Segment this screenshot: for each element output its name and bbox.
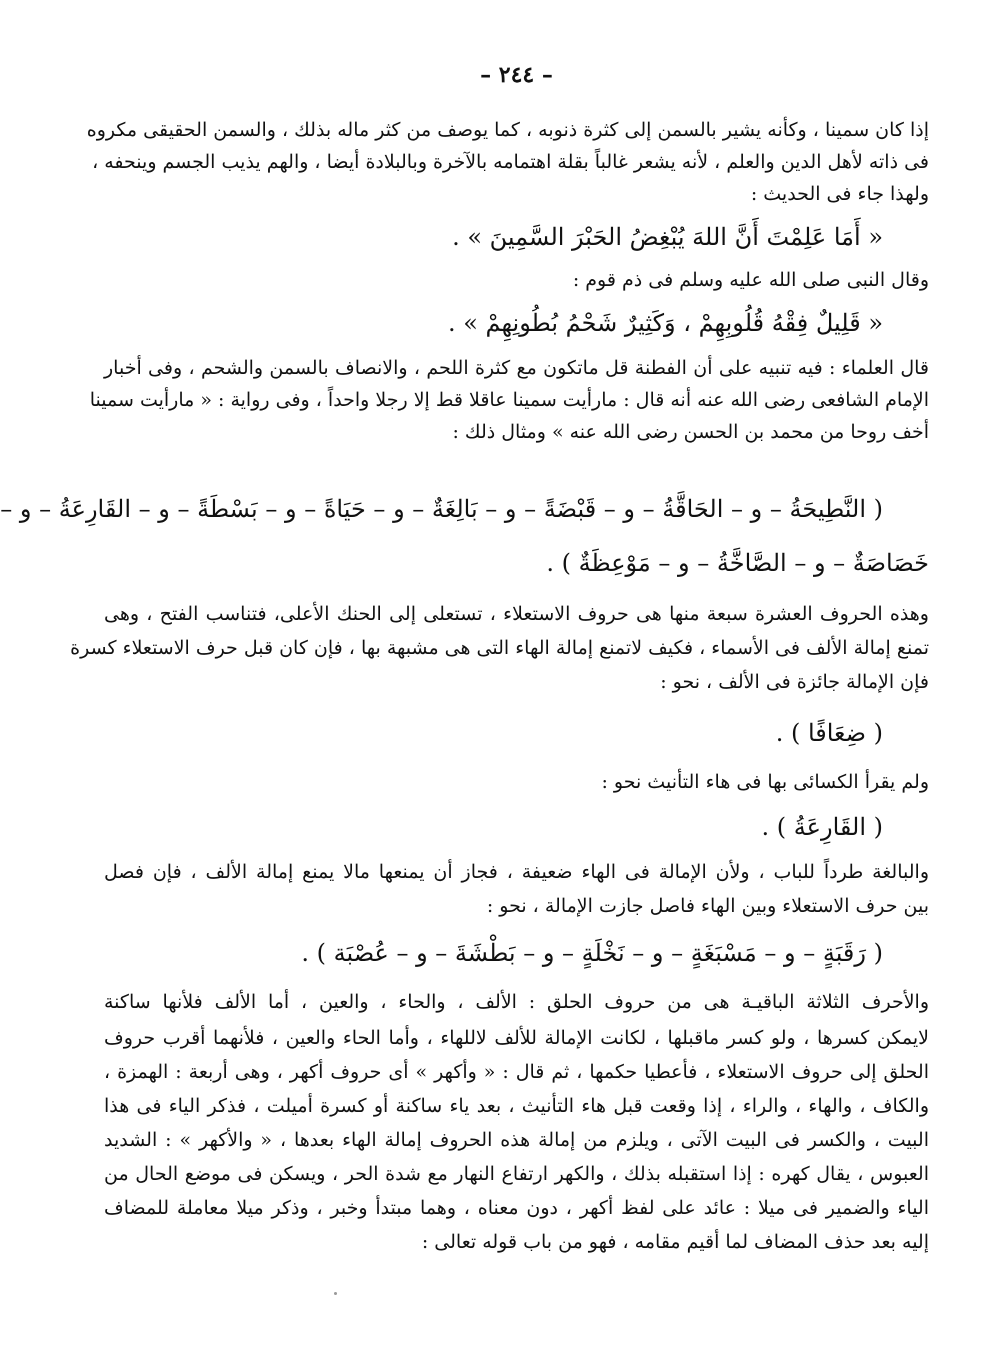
text-line: والكاف ، والهاء ، والراء ، إذا وقعت قبل هاء التأنيث ، بعد ياء ساكنة أو كسرة أميلت ، فذكر الياء فى هذا: [104, 1095, 929, 1117]
text-line: الإمام الشافعى رضى الله عنه أنه قال : مارأيت سمينا عاقلا قط إلا رجلا واحداً ، وفى رواية : « مارأيت سمينا: [89, 389, 929, 411]
text-line: وقال النبى صلى الله عليه وسلم فى ذم قوم :: [572, 269, 929, 291]
quranic-words: ( النَّطِيحَةُ – و – الحَاقَّةُ – و – قَبْضَةً – و – بَالِغَةٌ – و – حَيَاةً – و – بَسْطَةً – و – القَارِعَةُ – و –: [0, 495, 883, 523]
quranic-words: ( القَارِعَةُ ) .: [761, 813, 883, 841]
text-line: البيت ، والكسر فى البيت الآتى ، ويلزم من إمالة هذه الحروف إمالة الهاء بعدها ، « والأكهر » : الشديد: [104, 1129, 929, 1151]
text-line: إليه بعد حذف المضاف لما أقيم مقامه ، فهو من باب قوله تعالى :: [421, 1231, 929, 1253]
paper-speck: [334, 1292, 337, 1295]
text-line: الياء والضمير فى ميلا : عائد على لفظ أكهر ، دون معناه ، وهما مبتدأ وخبر ، وذكر ميلا معاملة للمضاف: [104, 1197, 929, 1219]
text-line: تمنع إمالة الألف فى الأسماء ، فكيف لاتمنع إمالة الهاء التى هى مشبهة بها ، فإن كان قبل حرف الاستعلاء كسرة: [70, 637, 929, 659]
text-line: قال العلماء : فيه تنبيه على أن الفطنة قل ماتكون مع كثرة اللحم ، والانصاف بالسمن والشحم ، وفى أخبار: [104, 357, 929, 379]
text-line: ولم يقرأ الكسائى بها فى هاء التأنيث نحو :: [601, 771, 929, 793]
text-line: أخف روحا من محمد بن الحسن رضى الله عنه » ومثال ذلك :: [452, 421, 929, 443]
text-line: والبالغة طرداً للباب ، ولأن الإمالة فى الهاء ضعيفة ، فجاز أن يمنعها مالا يمنع إمالة الألف ، فإن فصل: [104, 861, 929, 883]
text-line: وهذه الحروف العشرة سبعة منها هى حروف الاستعلاء ، تستعلى إلى الحنك الأعلى، فتناسب الفتح ، وهى: [104, 603, 929, 625]
text-line: ولهذا جاء فى الحديث :: [750, 183, 929, 205]
page-number: – ٢٤٤ –: [480, 62, 553, 88]
text-line: والأحرف الثلاثة الباقيـة هى من حروف الحلق : الألف ، والحاء ، والعين ، أما الألف فلأنها ساكنة: [104, 991, 929, 1013]
text-line: بين حرف الاستعلاء وبين الهاء فاصل جازت الإمالة ، نحو :: [486, 895, 929, 917]
text-line: الحلق إلى حروف الاستعلاء ، فأعطيا حكمها ، ثم قال : « وأكهر » أى حروف أكهر ، وهى أربعة : الهمزة ،: [104, 1061, 929, 1083]
quranic-words: خَصَاصَةٌ – و – الصَّاخَّةُ – و – مَوْعِظَةٌ ) .: [546, 549, 929, 577]
text-line: لايمكن كسرها ، ولو كسر ماقبلها ، لكانت الإمالة للألف لاللهاء ، وأما الحاء والعين ، فلأنهما أقرب حروف: [104, 1027, 929, 1049]
text-line: إذا كان سمينا ، وكأنه يشير بالسمن إلى كثرة ذنوبه ، كما يوصف من كثر ماله بذلك ، والسمن الحقيقى مكروه: [86, 119, 929, 141]
hadith-quote: « قَلِيلٌ فِقْهُ قُلُوبِهِمْ ، وَكَثِيرٌ شَحْمُ بُطُونِهِمْ » .: [447, 309, 883, 337]
hadith-quote: « أَمَا عَلِمْتَ أَنَّ اللهَ يُبْغِضُ الحَبْرَ السَّمِينَ » .: [452, 223, 883, 251]
text-line: العبوس ، يقال كهره : إذا استقبله بذلك ، والكهر ارتفاع النهار مع شدة الحر ، ويسكن فى موضع الحال من: [104, 1163, 929, 1185]
quranic-words: ( ضِعَافًا ) .: [775, 719, 883, 747]
text-line: فى ذاته لأهل الدين والعلم ، لأنه يشعر غالباً بقلة اهتمامه بالآخرة وبالبلادة أيضا ، والهم يذيب الجسم وينحفه ،: [92, 151, 929, 173]
quranic-words: ( رَقَبَةٍ – و – مَسْبَغَةٍ – و – نَخْلَةٍ – و – بَطْشَةَ – و – عُصْبَة ) .: [301, 939, 883, 967]
text-line: فإن الإمالة جائزة فى الألف ، نحو :: [660, 671, 929, 693]
